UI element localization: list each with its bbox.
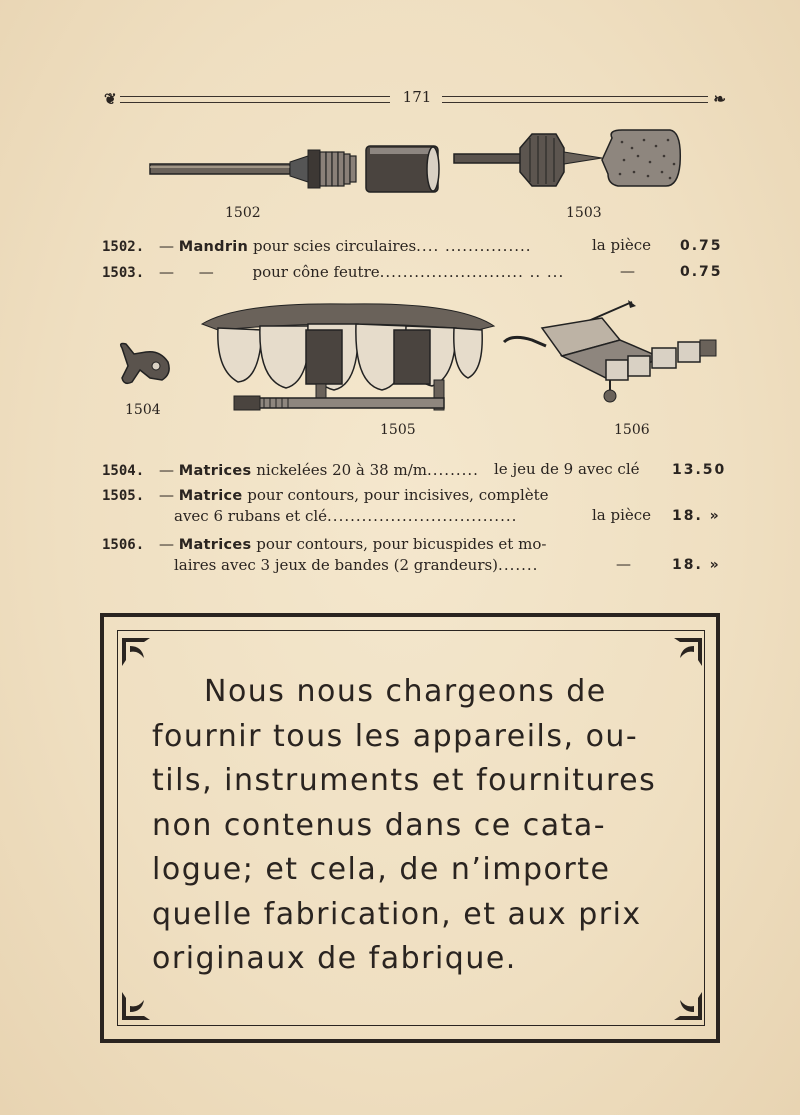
catalogue-entry-continuation (174, 506, 517, 527)
corner-ornament-icon (120, 636, 152, 668)
entry-ditto-mark: — (198, 263, 214, 281)
catalogue-entry-continuation (174, 555, 538, 576)
entry-name: Matrices (178, 463, 252, 479)
entry-unit: la pièce (592, 236, 652, 254)
felt-cone-mandrel-illustration (452, 128, 684, 198)
figure-label-1504: 1504 (125, 402, 161, 418)
entry-price: 0.75 (680, 238, 723, 254)
entry-price: 0.75 (680, 264, 723, 280)
figure-label-1506: 1506 (614, 422, 650, 438)
header-ornament-left-icon: ❦ (104, 90, 117, 108)
corner-ornament-icon (120, 990, 152, 1022)
figure-label-1502: 1502 (225, 205, 261, 221)
notice-line: Nous nous chargeons de (204, 674, 607, 709)
entry-number: 1504. (102, 463, 145, 479)
entry-dash: — (158, 486, 174, 504)
entry-price: 13.50 (672, 462, 727, 478)
bicuspid-matrix-illustration (502, 298, 722, 410)
entry-dash: — (158, 461, 174, 479)
entry-price: 18. » (672, 557, 721, 573)
page-header (104, 86, 726, 112)
entry-number: 1502. (102, 239, 145, 255)
catalogue-entry (102, 236, 532, 258)
notice-line: non contenus dans ce cata- (152, 807, 607, 843)
figure-label-1505: 1505 (380, 422, 416, 438)
leader-dots: ................................. (327, 507, 518, 525)
notice-line: quelle fabrication, et aux prix (152, 896, 642, 932)
entry-dash: — (158, 237, 174, 255)
leader-dots: .... ............... (416, 237, 532, 255)
entry-description-line-2: avec 6 rubans et clé (174, 507, 328, 525)
leader-dots: ......... (427, 461, 479, 479)
entry-description: pour contours, pour incisives, complète (247, 486, 549, 504)
catalogue-entry (102, 460, 479, 482)
notice-line: logue; et cela, de n’importe (152, 852, 611, 887)
entry-description-line-2: laires avec 3 jeux de bandes (2 grandeurs) (174, 556, 499, 574)
notice-text (152, 670, 672, 982)
corner-ornament-icon (672, 636, 704, 668)
entry-name: Mandrin (178, 239, 249, 255)
mandrel-illustration (148, 128, 448, 198)
entry-number: 1506. (102, 537, 145, 553)
entry-unit: la pièce (592, 506, 652, 524)
header-ornament-right-icon: ❧ (713, 90, 726, 108)
entry-unit: le jeu de 9 avec clé (494, 460, 640, 478)
entry-number: 1503. (102, 265, 145, 281)
entry-description: nickelées 20 à 38 m/m (256, 461, 427, 479)
incisor-matrix-illustration (198, 300, 498, 420)
entry-unit: — (616, 555, 631, 573)
entry-name: Matrice (178, 488, 243, 504)
entry-unit: — (620, 262, 635, 280)
leader-dots: ....... (498, 556, 539, 574)
entry-description: pour contours, pour bicuspides et mo- (256, 535, 547, 553)
notice-line: originaux de fabrique. (152, 941, 517, 976)
catalogue-entry (102, 534, 546, 556)
leader-dots: ......................... .. ... (379, 263, 565, 281)
catalogue-entry (102, 262, 564, 284)
entry-dash: — (158, 535, 174, 553)
entry-name: Matrices (178, 537, 252, 553)
matrix-key-illustration (116, 340, 176, 388)
entry-description: pour cône feutre (252, 263, 380, 281)
header-rule-left (120, 96, 390, 103)
entry-dash: — (158, 263, 174, 281)
entry-price: 18. » (672, 508, 721, 524)
entry-description: pour scies circulaires (252, 237, 417, 255)
notice-line: tils, instruments et fournitures (152, 763, 657, 798)
entry-number: 1505. (102, 488, 145, 504)
notice-line: fournir tous les appareils, ou- (152, 718, 639, 754)
page-number: 171 (402, 88, 432, 106)
header-rule-right (442, 96, 708, 103)
figure-label-1503: 1503 (566, 205, 602, 221)
corner-ornament-icon (672, 990, 704, 1022)
catalogue-entry (102, 485, 549, 507)
